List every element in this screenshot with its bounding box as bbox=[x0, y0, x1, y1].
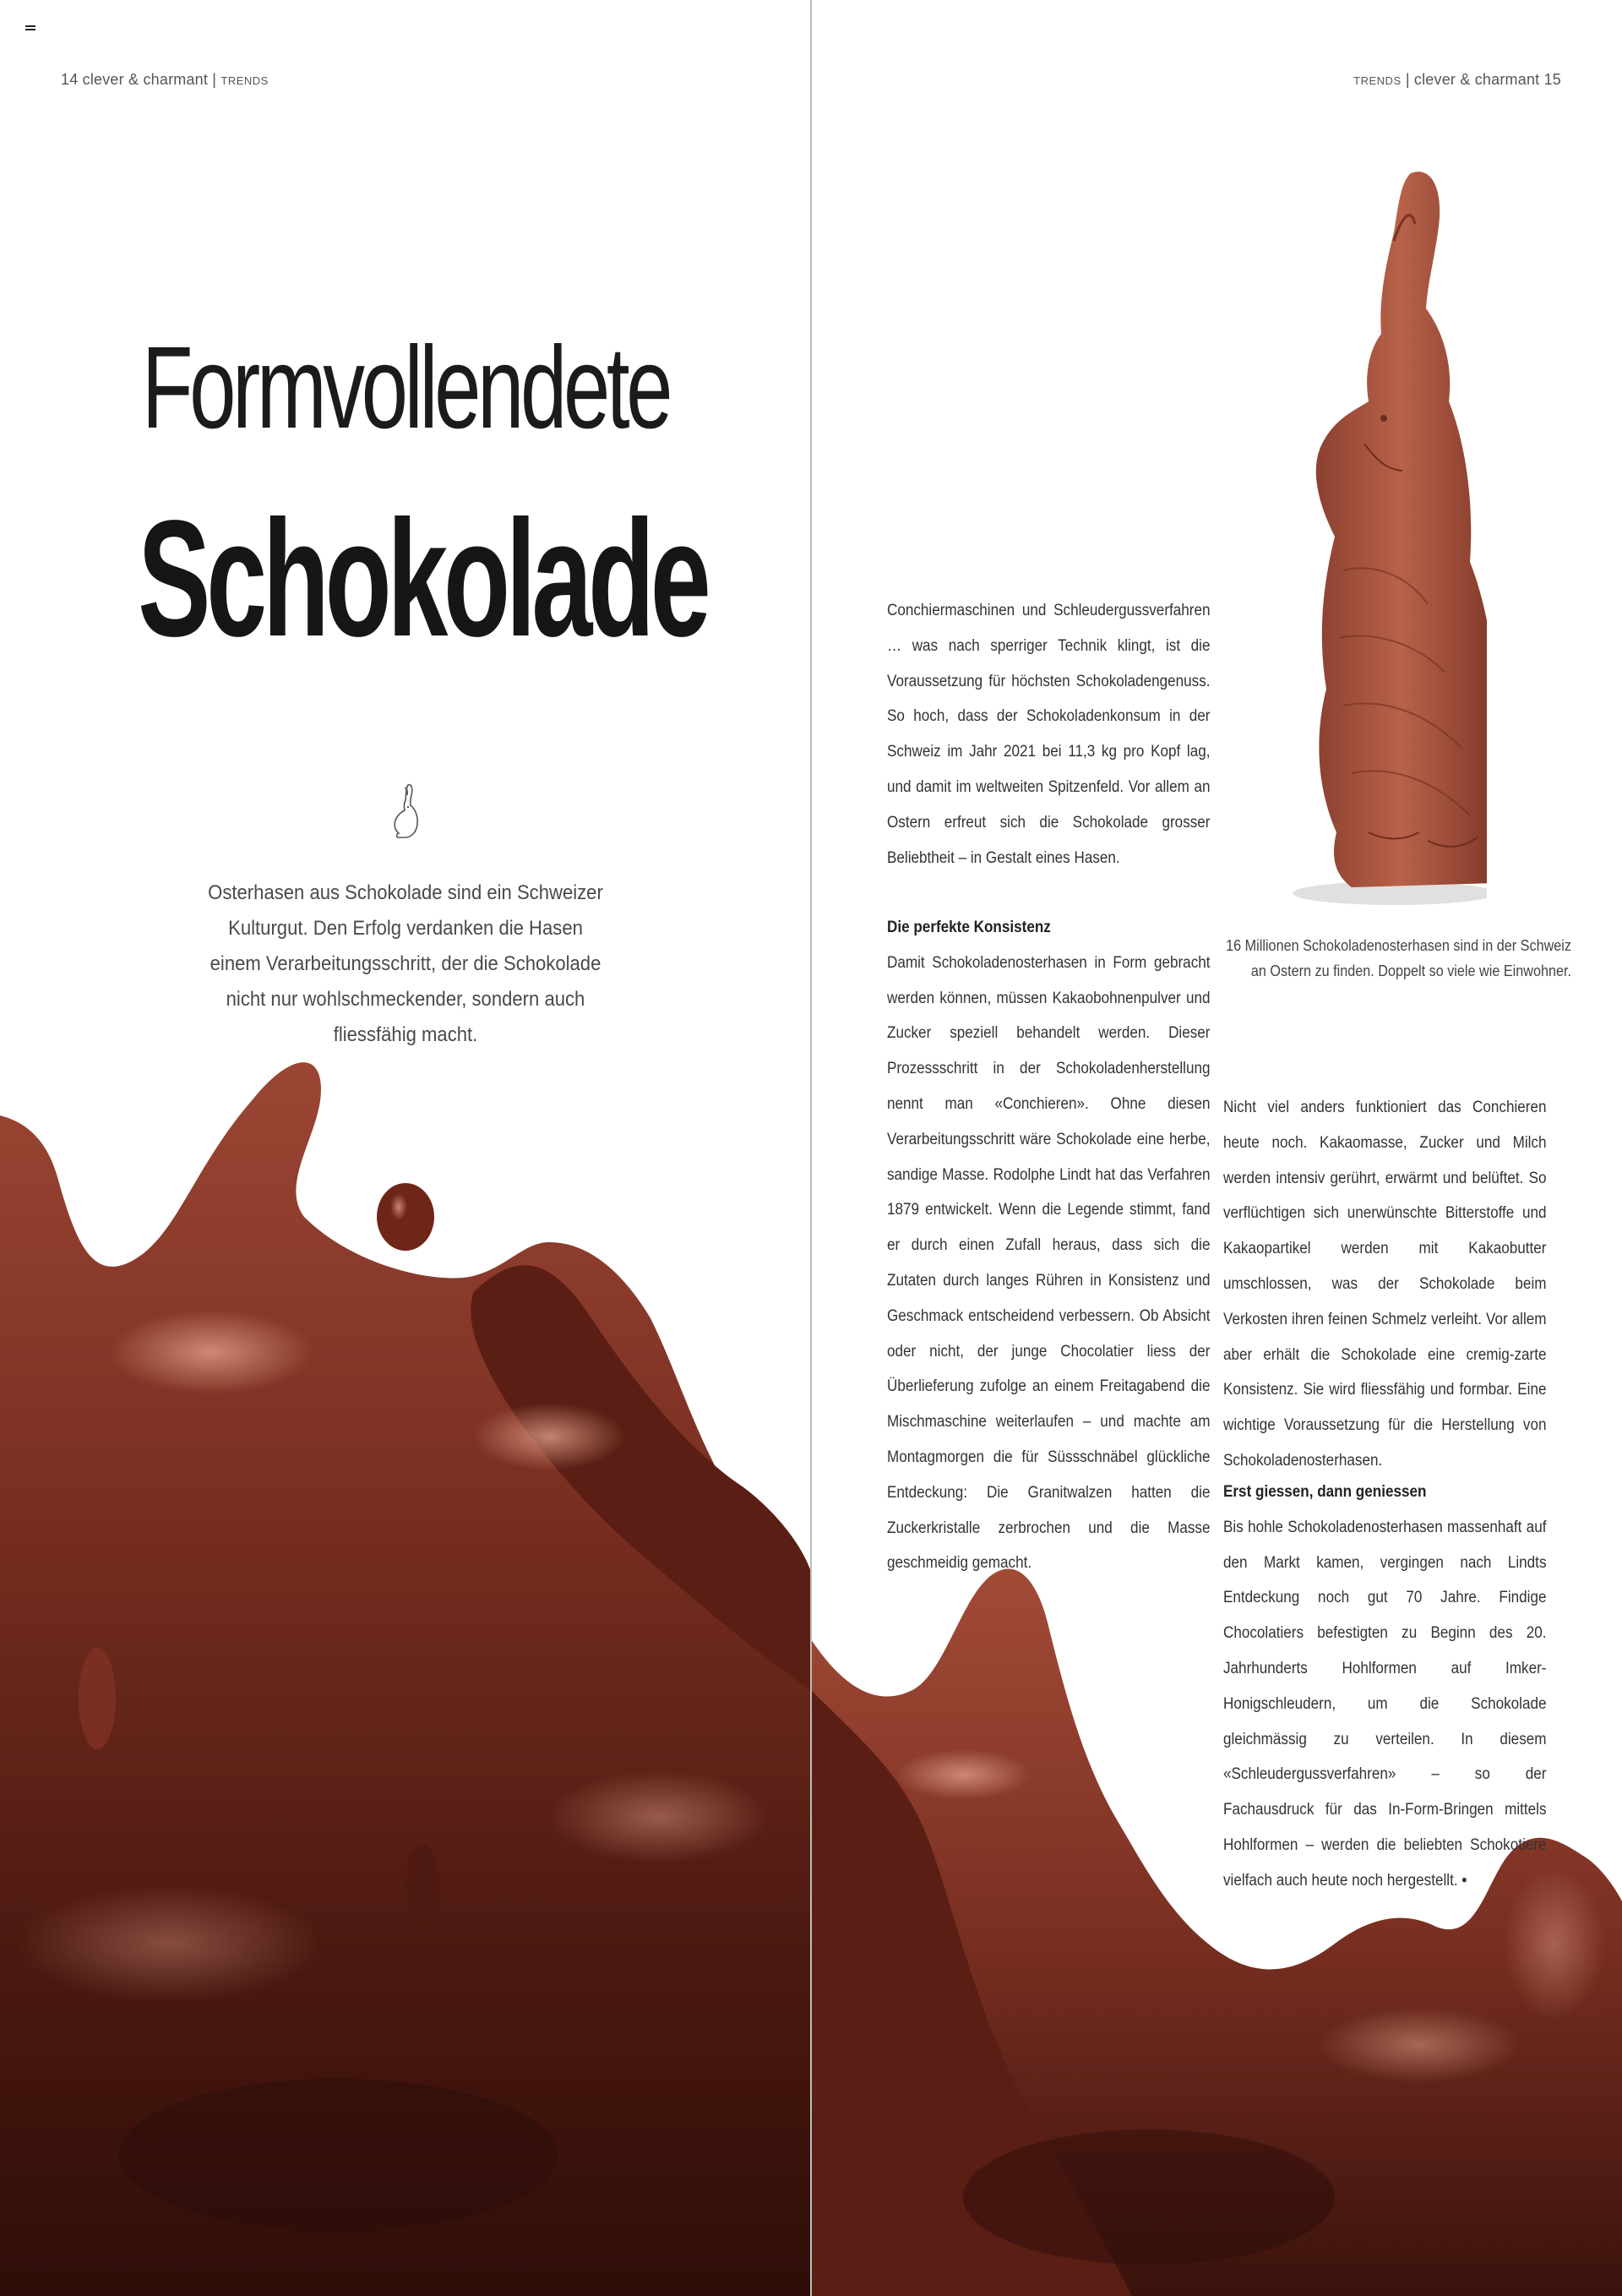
lead-paragraph: Osterhasen aus Schokolade sind ein Schweizer Kulturgut. Den Erfolg verdanken die Hasen einem Verarbeitungsschritt, der die Schokolade nicht nur wohlschmeckender, sondern auch fliessfähig macht. bbox=[208, 881, 603, 1046]
page-folio-left: 14 clever & charmant | TRENDS bbox=[61, 71, 269, 88]
page-folio-right: TRENDS | clever & charmant 15 bbox=[1353, 71, 1561, 88]
right-page bbox=[811, 0, 1622, 2296]
bunny-outline-icon bbox=[389, 782, 423, 843]
headline-line1: Formvollendete bbox=[141, 323, 670, 453]
section-pour-then-enjoy bbox=[1223, 1440, 1547, 1899]
section1-continued: Nicht viel anders funktioniert das Conchieren heute noch. Kakaomasse, Zucker und Milch werden intensiv gerührt, erwärmt und belüftet. So verflüchtigen sich unerwünschte Bitterstoffe und Kakaopartikel werden mit Kakaobutter umschlossen, was der Schokolade beim Verkosten ihren feinen Schmelz verleiht. Vor allem aber erhält die Schokolade eine cremig-zarte Konsistenz. Sie wird fliessfähig und formbar. Eine wichtige Voraussetzung für die Herstellung von Schokoladenosterhasen. bbox=[1223, 1099, 1547, 1470]
end-mark: • bbox=[1461, 1871, 1467, 1890]
menu-icon[interactable] bbox=[25, 25, 35, 34]
section2-heading: Erst giessen, dann geniessen bbox=[1223, 1483, 1427, 1501]
intro-paragraph: Conchiermaschinen und Schleudergussverfahren … was nach sperriger Technik klingt, ist die Voraussetzung für höchsten Schokoladengenuss. So hoch, dass der Schokoladenkonsum in der Schweiz im Jahr 2021 bei 11,3 kg pro Kopf lag, und damit im weltweiten Spitzenfeld. Vor allem an Ostern erfreut sich die Schokolade grosser Beliebtheit – in Gestalt eines Hasen. bbox=[887, 602, 1211, 867]
page-gutter bbox=[810, 0, 812, 2296]
section-perfect-consistency bbox=[887, 875, 1211, 1581]
section1-heading: Die perfekte Konsistenz bbox=[887, 919, 1051, 936]
headline-line2: Schokolade bbox=[138, 486, 707, 671]
section2-body: Bis hohle Schokoladenosterhasen massenhaft auf den Markt kamen, vergingen nach Lindts Entdeckung noch gut 70 Jahre. Findige Chocolatiers befestigten zu Beginn des 20. Jahrhunderts Hohlformen auf Imker-Honigschleudern, um die Schokolade gleichmässig zu verteilen. In diesem «Schleudergussverfahren» – so der Fachausdruck für das In-Form-Bringen mittels Hohlformen – werden die beliebten Schokotiere vielfach auch heute noch hergestellt. • bbox=[1223, 1518, 1547, 1890]
chocolate-bunny-image bbox=[1284, 165, 1487, 908]
image-caption: 16 Millionen Schokoladenosterhasen sind in der Schweiz an Ostern zu finden. Doppelt so viele wie Einwohner. bbox=[1226, 937, 1571, 979]
section1-body: Damit Schokoladenosterhasen in Form gebracht werden können, müssen Kakaobohnenpulver und Zucker speziell behandelt werden. Dieser Prozessschritt in der Schokoladenherstellung nennt man «Conchieren». Ohne diesen Verarbeitungsschritt wäre Schokolade eine herbe, sandige Masse. Rodolphe Lindt hat das Verfahren 1879 entwickelt. Wenn die Legende stimmt, fand er durch einen Zufall heraus, dass sich die Zutaten durch langes Rühren in Konsistenz und Geschmack entscheidend verbessern. Ob Absicht oder nicht, der junge Chocolatier liess der Überlieferung zufolge an einem Freitagabend die Mischmaschine weiterlaufen – und machte am Montagmorgen die für Süssschnäbel glückliche Entdeckung: Die Granitwalzen hatten die Zuckerkristalle zerbrochen und die Masse geschmeidig gemacht. bbox=[887, 953, 1211, 1573]
